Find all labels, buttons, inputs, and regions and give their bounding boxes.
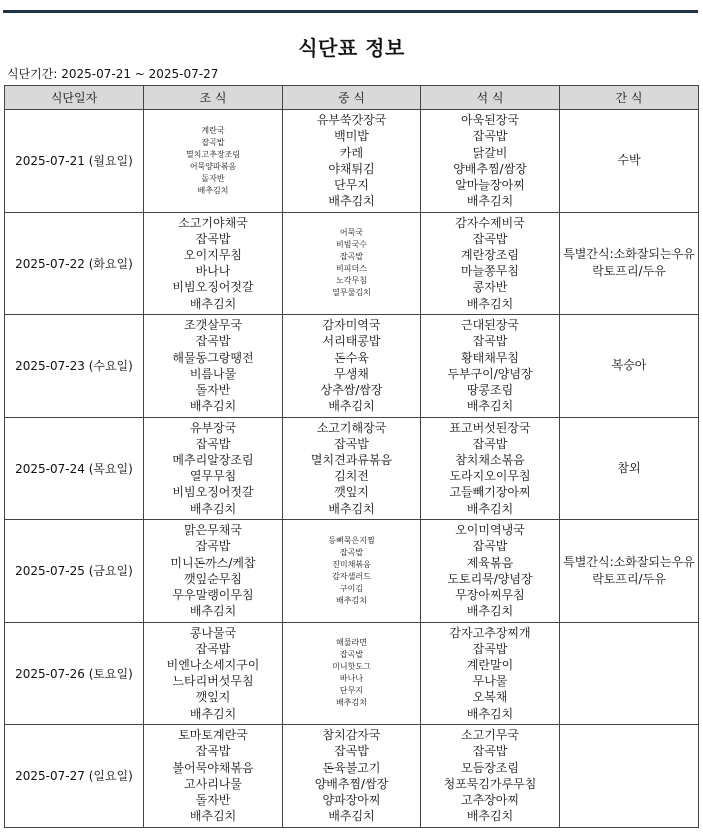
menu-item: 잡곡밥 <box>339 650 364 660</box>
menu-item: 배추김치 <box>189 399 237 414</box>
menu-item: 잡곡밥 <box>472 641 508 656</box>
menu-item: 소고기무국 <box>461 728 519 743</box>
snack-cell <box>560 725 699 828</box>
menu-item: 배추김치 <box>336 595 367 605</box>
breakfast-cell <box>144 725 283 828</box>
breakfast-items <box>144 727 282 824</box>
menu-item: 단무지 <box>339 686 364 696</box>
menu-item: 서리태콩밥 <box>322 334 381 349</box>
menu-item: 알마늘장아찌 <box>455 177 525 192</box>
table-row <box>5 212 699 315</box>
breakfast-items <box>144 125 282 197</box>
menu-item: 돈육불고기 <box>322 760 381 775</box>
lunch-items <box>283 637 420 709</box>
breakfast-cell <box>144 110 283 213</box>
breakfast-cell <box>144 417 283 520</box>
menu-item: 콩자반 <box>472 280 508 295</box>
lunch-cell <box>283 520 421 623</box>
menu-item: 계란장조림 <box>461 248 519 263</box>
menu-item: 배추김치 <box>328 809 375 824</box>
menu-item: 김치전 <box>334 469 369 484</box>
menu-item: 비빔오징어젓갈 <box>172 485 254 500</box>
menu-item: 표고버섯된장국 <box>449 420 531 435</box>
menu-item: 볼어묵야채볶음 <box>172 760 254 775</box>
menu-item: 소고기야채국 <box>178 215 248 230</box>
menu-item: 유부쑥갓장국 <box>316 113 387 128</box>
dinner-items <box>421 420 559 517</box>
menu-item: 멸치고추장조림 <box>185 149 241 159</box>
menu-item: 비름나물 <box>189 366 237 381</box>
menu-item: 고사리나물 <box>184 776 242 791</box>
menu-item: 잡곡밥 <box>334 744 369 759</box>
header-breakfast: 조 식 <box>144 86 283 110</box>
menu-item: 돈수육 <box>334 350 369 365</box>
menu-item: 도라지오이무침 <box>449 469 531 484</box>
meal-table <box>4 85 699 828</box>
menu-item: 콩나물국 <box>189 625 237 640</box>
menu-item: 백미밥 <box>334 129 369 144</box>
menu-item: 야채튀김 <box>328 161 375 176</box>
lunch-cell <box>283 417 421 520</box>
menu-item: 잡곡밥 <box>339 252 364 262</box>
lunch-cell <box>283 315 421 418</box>
snack-cell <box>560 520 699 623</box>
snack-cell <box>560 315 699 418</box>
header-dinner: 석 식 <box>421 86 560 110</box>
breakfast-items <box>144 420 282 517</box>
snack-item: 락토프리/두유 <box>592 264 666 279</box>
menu-item: 비엔나소세지구이 <box>166 658 260 673</box>
snack-item: 락토프리/두유 <box>592 571 666 586</box>
snack-cell <box>560 110 699 213</box>
lunch-items <box>283 112 420 209</box>
menu-item: 잡곡밥 <box>195 334 231 349</box>
menu-item: 배추김치 <box>189 604 237 619</box>
breakfast-cell <box>144 622 283 725</box>
header-lunch: 중 식 <box>283 86 421 110</box>
menu-item: 진미채볶음 <box>332 559 371 569</box>
menu-item: 오이미역냉국 <box>455 523 525 538</box>
menu-item: 미니돈까스/케찹 <box>170 555 256 570</box>
menu-item: 잡곡밥 <box>201 137 225 147</box>
menu-item: 단무지 <box>334 177 369 192</box>
snack-cell <box>560 417 699 520</box>
menu-item: 아욱된장국 <box>461 113 519 128</box>
menu-item: 참치채소볶음 <box>455 453 525 468</box>
menu-item: 도토리묵/양념장 <box>447 571 533 586</box>
menu-item: 양배추찜/쌈장 <box>453 161 527 176</box>
dinner-items <box>421 112 559 209</box>
menu-item: 무우말랭이무침 <box>172 587 254 602</box>
menu-item: 비피더스 <box>336 264 367 274</box>
snack-item: 복숭아 <box>611 358 647 373</box>
menu-item: 조갯살무국 <box>184 318 242 333</box>
menu-item: 감자고추장찌개 <box>449 625 531 640</box>
menu-item: 배추김치 <box>466 604 514 619</box>
menu-item: 참치감자국 <box>322 728 381 743</box>
dinner-cell <box>421 315 560 418</box>
menu-item: 배추김치 <box>466 399 514 414</box>
table-row <box>5 725 699 828</box>
menu-item: 배추김치 <box>466 706 514 721</box>
menu-item: 감자미역국 <box>322 318 381 333</box>
menu-item: 깻잎지 <box>334 485 369 500</box>
menu-item: 열무무침 <box>189 469 237 484</box>
dinner-cell <box>421 212 560 315</box>
menu-item: 유부장국 <box>189 420 237 435</box>
menu-item: 돌자반 <box>195 382 231 397</box>
menu-item: 닭갈비 <box>472 145 508 160</box>
snack-item: 참외 <box>617 460 641 475</box>
menu-item: 해물동그랑땡전 <box>172 350 254 365</box>
menu-item: 두부구이/양념장 <box>447 366 533 381</box>
lunch-cell <box>283 622 421 725</box>
menu-item: 바나나 <box>339 674 364 684</box>
date-cell: 2025-07-22 (화요일) <box>5 212 144 315</box>
table-row <box>5 417 699 520</box>
menu-item: 배추김치 <box>328 194 375 209</box>
menu-item: 청포묵김가루무침 <box>443 776 537 791</box>
menu-item: 잡곡밥 <box>472 539 508 554</box>
menu-item: 배추김치 <box>328 501 375 516</box>
menu-item: 비빔오징어젓갈 <box>172 280 254 295</box>
dinner-items <box>421 625 559 722</box>
menu-item: 배추김치 <box>189 809 237 824</box>
menu-item: 배추김치 <box>189 706 237 721</box>
menu-item: 모듬장조림 <box>461 760 519 775</box>
menu-item: 배추김치 <box>336 698 367 708</box>
dinner-cell <box>421 417 560 520</box>
dinner-cell <box>421 622 560 725</box>
menu-item: 멸치견과류볶음 <box>310 453 393 468</box>
menu-item: 깻잎순무침 <box>184 571 242 586</box>
table-body <box>5 110 699 828</box>
date-cell: 2025-07-25 (금요일) <box>5 520 144 623</box>
breakfast-items <box>144 522 282 619</box>
menu-item: 토마토계란국 <box>178 728 248 743</box>
menu-item: 땅콩조림 <box>466 382 514 397</box>
dinner-cell <box>421 110 560 213</box>
menu-item: 잡곡밥 <box>472 129 508 144</box>
menu-item: 돌자반 <box>201 173 225 183</box>
breakfast-cell <box>144 520 283 623</box>
menu-item: 잡곡밥 <box>195 231 231 246</box>
menu-item: 어묵국 <box>339 228 364 238</box>
table-row <box>5 110 699 213</box>
breakfast-items <box>144 215 282 312</box>
table-row <box>5 520 699 623</box>
menu-item: 노각무침 <box>336 276 367 286</box>
menu-item: 황태채무침 <box>461 350 519 365</box>
menu-item: 구이김 <box>339 583 364 593</box>
menu-item: 양배추찜/쌈장 <box>314 776 389 791</box>
menu-item: 양파장아찌 <box>322 792 381 807</box>
menu-item: 오복채 <box>472 690 508 705</box>
menu-item: 소고기해장국 <box>316 420 387 435</box>
menu-item: 잡곡밥 <box>334 436 369 451</box>
header-date: 식단일자 <box>5 86 144 110</box>
menu-item: 비빔국수 <box>336 240 367 250</box>
date-cell: 2025-07-24 (목요일) <box>5 417 144 520</box>
menu-item: 돌자반 <box>195 792 231 807</box>
dinner-items <box>421 727 559 824</box>
date-cell: 2025-07-21 (월요일) <box>5 110 144 213</box>
menu-item: 잡곡밥 <box>472 231 508 246</box>
menu-item: 카레 <box>339 145 364 160</box>
menu-item: 잡곡밥 <box>472 436 508 451</box>
breakfast-items <box>144 625 282 722</box>
menu-item: 어묵양파볶음 <box>189 161 237 171</box>
date-cell: 2025-07-27 (일요일) <box>5 725 144 828</box>
menu-item: 감자샐러드 <box>332 571 371 581</box>
menu-item: 고들빼기장아찌 <box>449 485 531 500</box>
menu-item: 바나나 <box>195 264 231 279</box>
snack-cell <box>560 212 699 315</box>
menu-item: 배추김치 <box>189 501 237 516</box>
dinner-cell <box>421 725 560 828</box>
snack-item: 특별간식:소화잘되는우유 <box>563 554 695 569</box>
dinner-cell <box>421 520 560 623</box>
menu-item: 무장아찌무침 <box>455 587 525 602</box>
menu-item: 배추김치 <box>466 296 514 311</box>
menu-item: 배추김치 <box>189 296 237 311</box>
menu-item: 메추리알장조림 <box>172 453 254 468</box>
menu-item: 감자수제비국 <box>455 215 525 230</box>
menu-item: 배추김치 <box>466 809 514 824</box>
menu-item: 마늘쫑무침 <box>461 264 519 279</box>
top-divider <box>3 10 698 13</box>
menu-item: 배추김치 <box>466 501 514 516</box>
menu-item: 잡곡밥 <box>195 744 231 759</box>
menu-period: 식단기간: 2025-07-21 ~ 2025-07-27 <box>7 67 219 81</box>
menu-item: 미니핫도그 <box>332 662 371 672</box>
lunch-cell <box>283 212 421 315</box>
lunch-items <box>283 227 420 299</box>
breakfast-items <box>144 317 282 414</box>
menu-item: 잡곡밥 <box>195 436 231 451</box>
menu-item: 무생채 <box>334 366 369 381</box>
menu-item: 열무물김치 <box>332 288 371 298</box>
header-snack: 간 식 <box>560 86 699 110</box>
menu-item: 느타리버섯무침 <box>172 674 254 689</box>
menu-item: 상추쌈/쌈장 <box>320 382 383 397</box>
lunch-cell <box>283 110 421 213</box>
menu-item: 해물라면 <box>336 638 367 648</box>
table-row <box>5 315 699 418</box>
menu-item: 잡곡밥 <box>339 547 364 557</box>
menu-item: 잡곡밥 <box>472 334 508 349</box>
menu-item: 깻잎지 <box>195 690 231 705</box>
snack-item: 수박 <box>617 153 641 168</box>
dinner-items <box>421 215 559 312</box>
menu-item: 배추김치 <box>328 399 375 414</box>
menu-item: 맑은무채국 <box>184 523 242 538</box>
lunch-cell <box>283 725 421 828</box>
menu-item: 배추김치 <box>466 194 514 209</box>
breakfast-cell <box>144 315 283 418</box>
lunch-items <box>283 420 420 517</box>
menu-item: 배추김치 <box>197 185 229 195</box>
date-cell: 2025-07-23 (수요일) <box>5 315 144 418</box>
breakfast-cell <box>144 212 283 315</box>
snack-cell <box>560 622 699 725</box>
lunch-items <box>283 535 420 607</box>
menu-item: 오이지무침 <box>184 248 242 263</box>
dinner-items <box>421 317 559 414</box>
menu-item: 잡곡밥 <box>472 744 508 759</box>
menu-item: 계란말이 <box>466 658 514 673</box>
lunch-items <box>283 317 420 414</box>
table-row <box>5 622 699 725</box>
menu-item: 잡곡밥 <box>195 539 231 554</box>
menu-item: 근대된장국 <box>461 318 519 333</box>
menu-item: 고추장아찌 <box>461 792 519 807</box>
snack-item: 특별간식:소화잘되는우유 <box>563 247 695 262</box>
dinner-items <box>421 522 559 619</box>
date-cell: 2025-07-26 (토요일) <box>5 622 144 725</box>
menu-item: 제육볶음 <box>466 555 514 570</box>
menu-item: 등뼈묵은지찜 <box>328 535 375 545</box>
table-header-row <box>5 86 699 110</box>
menu-item: 잡곡밥 <box>195 641 231 656</box>
menu-item: 계란국 <box>201 125 225 135</box>
menu-item: 무나물 <box>472 674 508 689</box>
page-title: 식단표 정보 <box>298 36 405 60</box>
lunch-items <box>283 727 420 824</box>
